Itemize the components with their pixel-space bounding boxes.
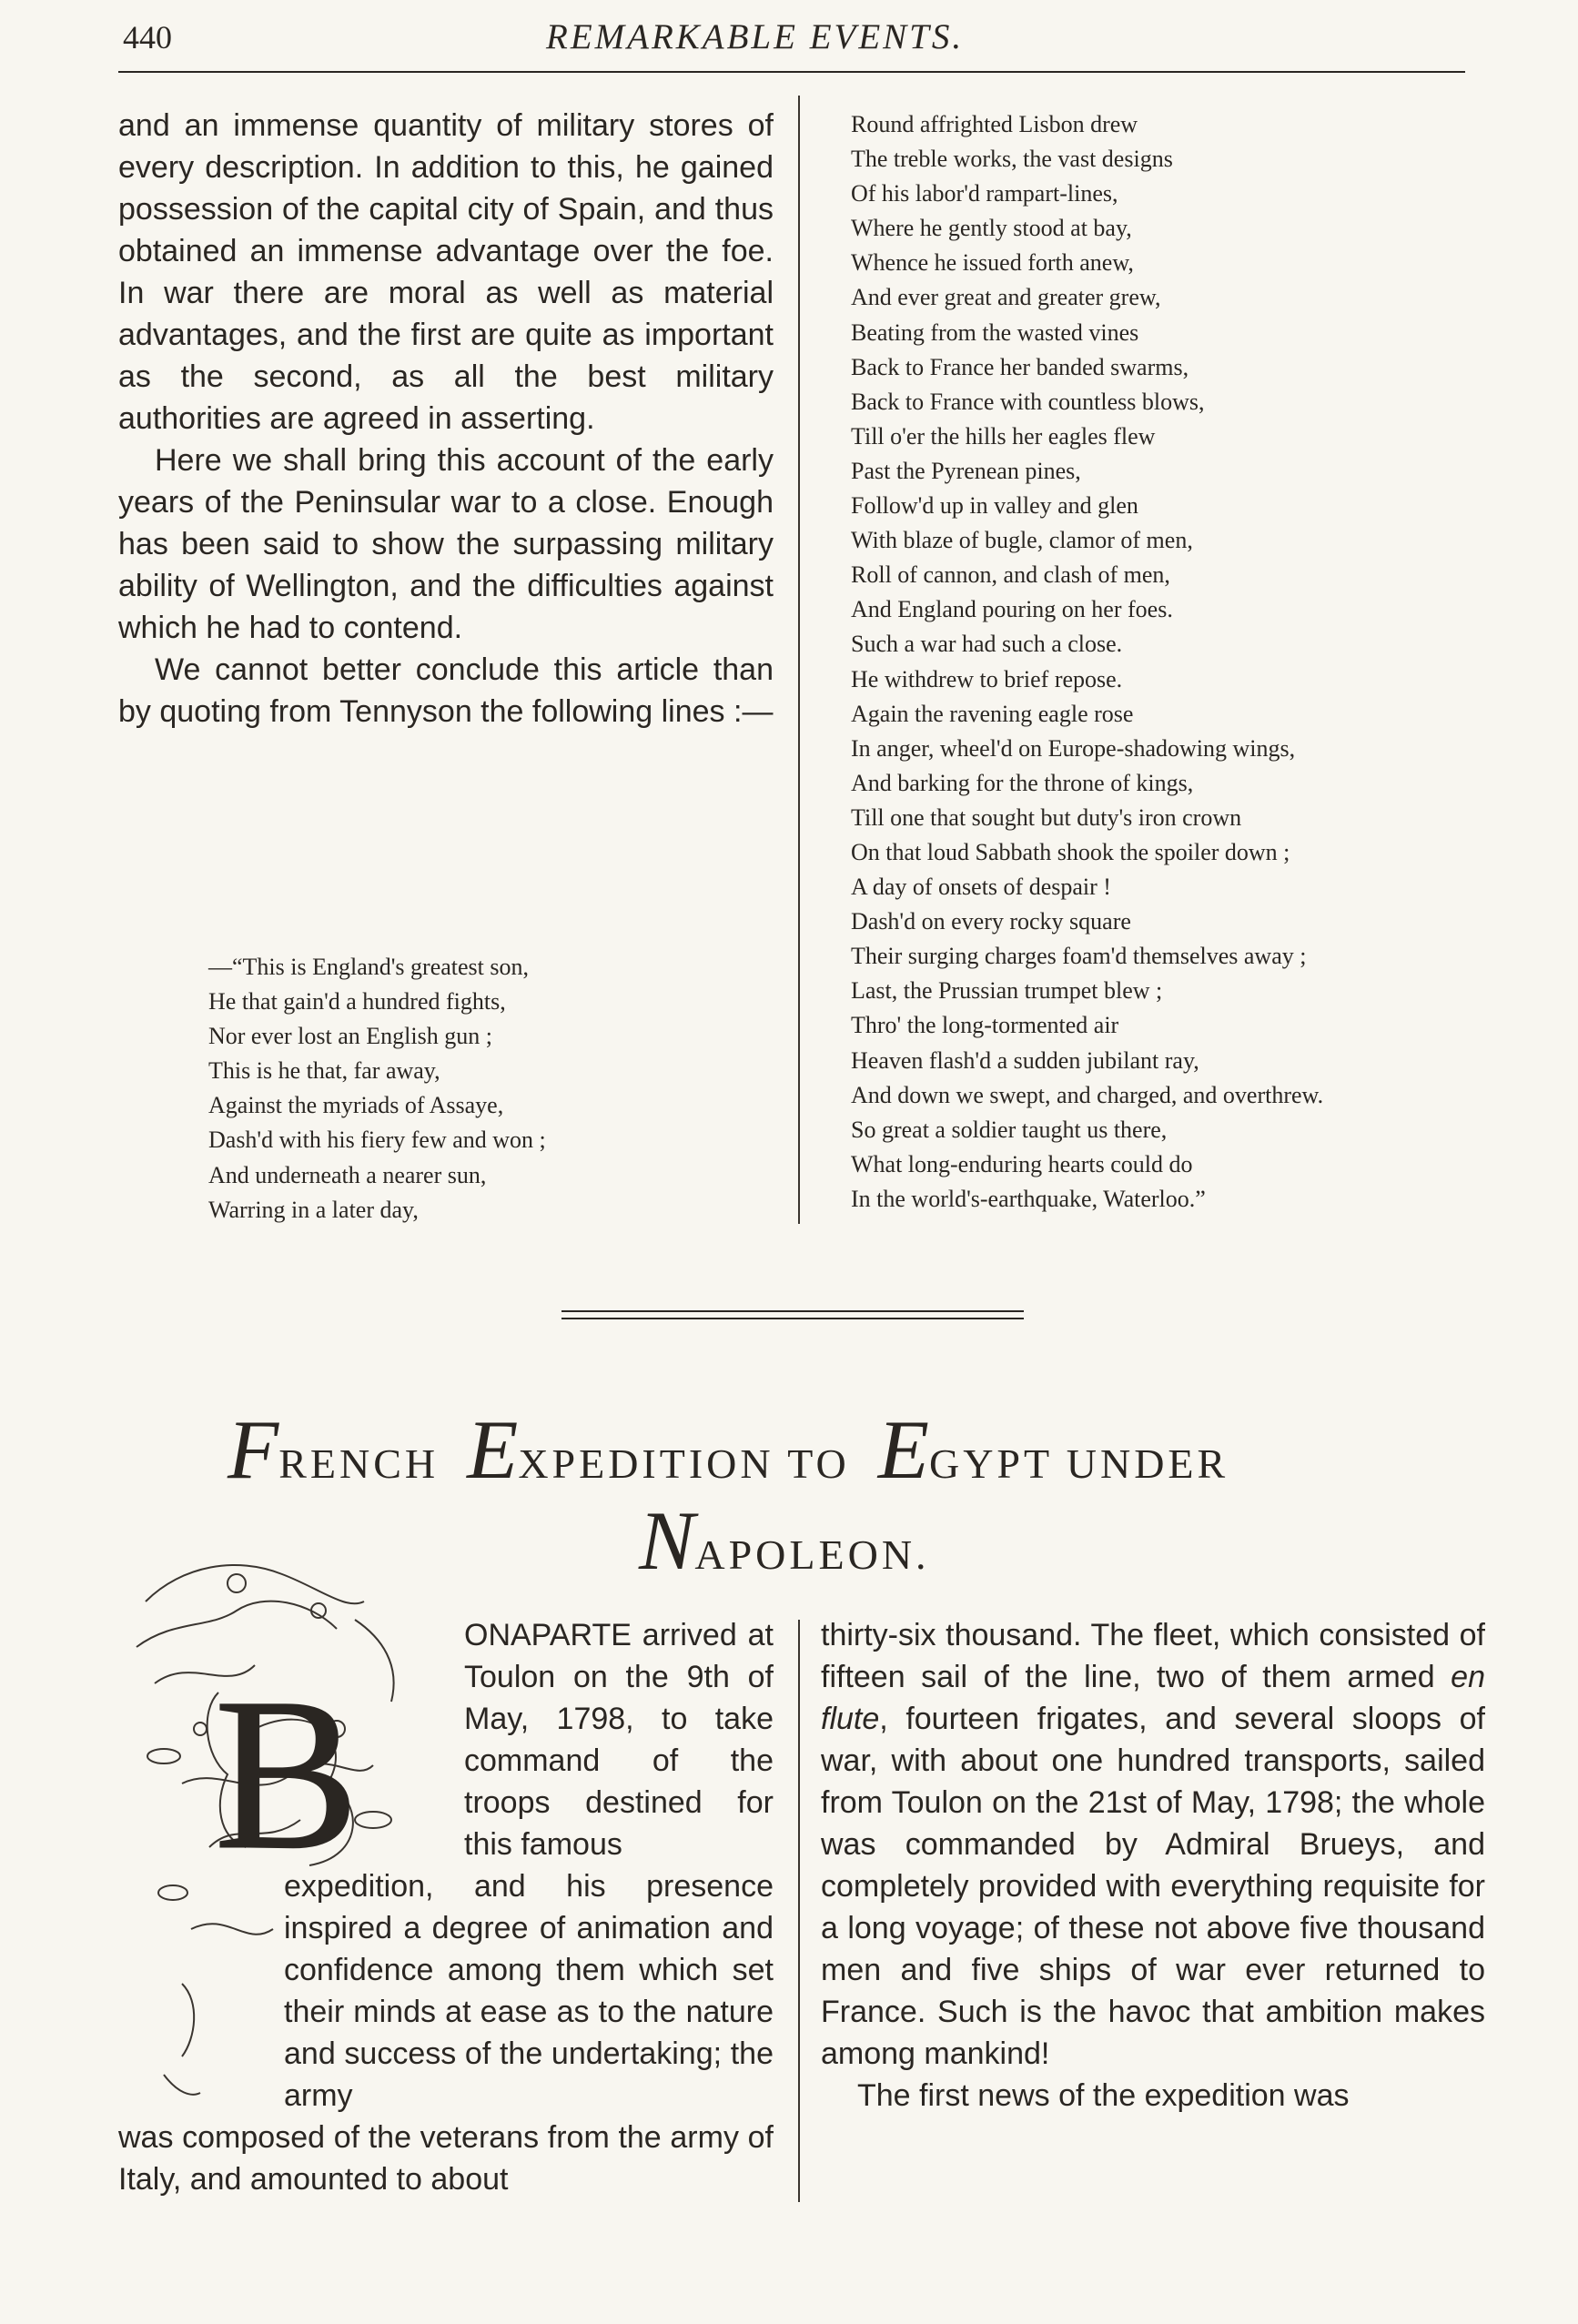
verse-line: Roll of cannon, and clash of men, — [851, 561, 1170, 589]
article-left-block-3 — [118, 2117, 774, 2200]
paragraph: expedition, and his presence inspired a degree of animation and confidence among them which set their minds at ease as to the nature and success of the undertaking; the army — [284, 1869, 774, 2113]
verse-line: And England pouring on her foes. — [851, 596, 1173, 623]
page-number: 440 — [123, 19, 172, 56]
verse-line: And ever great and greater grew, — [851, 284, 1161, 311]
verse-line: Till one that sought but duty's iron crown — [851, 803, 1242, 831]
text-run: thirty-six thousand. The fleet, which consisted of fifteen sail of the line, two of them armed — [821, 1618, 1485, 1694]
verse-line: In the world's-earthquake, Waterloo.” — [851, 1185, 1206, 1212]
paragraph: ONAPARTE arrived at Toulon on the 9th of May, 1798, to take command of the troops destined for this famous — [464, 1618, 774, 1862]
verse-line: Heaven flash'd a sudden jubilant ray, — [851, 1046, 1199, 1074]
paragraph: The first news of the expedition was — [857, 2078, 1350, 2113]
verse-line: Back to France her banded swarms, — [851, 353, 1189, 380]
title-word: GYPT UNDER — [928, 1440, 1229, 1487]
verse-line: This is he that, far away, — [208, 1057, 440, 1085]
verse-line: Follow'd up in valley and glen — [851, 492, 1138, 520]
text-run: , fourteen frigates, and several sloops of war, with about one hundred transports, sailed from Toulon on the 21st of May, 1798; the whole was commanded by Admiral Brueys, and completely provided with everything requisite for a long voyage; of these not above five thousand men and five ships of war ever returned to France. Such is the havoc that ambition makes among mankind! — [821, 1702, 1485, 2071]
drop-cap-letter: B — [214, 1652, 360, 1895]
verse-line: Of his labor'd rampart-lines, — [851, 180, 1118, 207]
verse-right — [851, 107, 1323, 1217]
article-title-line-1 — [228, 1401, 1229, 1498]
article-left-block-1 — [464, 1614, 774, 1865]
paragraph: was composed of the veterans from the army of Italy, and amounted to about — [118, 2120, 774, 2197]
verse-line: On that loud Sabbath shook the spoiler down ; — [851, 838, 1290, 865]
paragraph: We cannot better conclude this article than by quoting from Tennyson the following lines :— — [118, 652, 774, 729]
section-rule — [561, 1318, 1024, 1319]
verse-line: He withdrew to brief repose. — [851, 665, 1123, 692]
verse-line: Dash'd on every rocky square — [851, 908, 1131, 935]
verse-line: Back to France with countless blows, — [851, 388, 1205, 415]
verse-line: —“This is England's greatest son, — [208, 954, 530, 980]
verse-line: Round affrighted Lisbon drew — [851, 111, 1138, 137]
column-divider-bottom — [798, 1620, 800, 2202]
verse-line: And down we swept, and charged, and overthrew. — [851, 1081, 1324, 1108]
verse-line: Past the Pyrenean pines, — [851, 457, 1081, 484]
title-initial: F — [228, 1403, 279, 1496]
verse-line: Beating from the wasted vines — [851, 318, 1139, 346]
article-left-block-2 — [284, 1865, 774, 2117]
title-word: XPEDITION TO — [518, 1440, 850, 1487]
verse-line: And underneath a nearer sun, — [208, 1161, 487, 1188]
verse-line: With blaze of bugle, clamor of men, — [851, 527, 1193, 554]
verse-line: Till o'er the hills her eagles flew — [851, 422, 1156, 450]
verse-line: What long-enduring hearts could do — [851, 1150, 1193, 1177]
article-title-line-2 — [639, 1492, 930, 1589]
article-right-column — [821, 1614, 1485, 2117]
verse-left — [208, 950, 546, 1228]
verse-line: Last, the Prussian trumpet blew ; — [851, 977, 1163, 1005]
paragraph: Here we shall bring this account of the early years of the Peninsular war to a close. Enough has been said to show the surpassing military ability of Wellington, and the difficulties against which he had to contend. — [118, 443, 774, 645]
verse-line: Nor ever lost an English gun ; — [208, 1023, 492, 1050]
verse-line: A day of onsets of despair ! — [851, 874, 1111, 901]
verse-line: Dash'd with his fiery few and won ; — [208, 1127, 546, 1154]
verse-line: Where he gently stood at bay, — [851, 215, 1132, 242]
verse-line: And barking for the throne of kings, — [851, 769, 1194, 796]
verse-line: So great a soldier taught us there, — [851, 1116, 1168, 1143]
running-title: REMARKABLE EVENTS. — [546, 17, 965, 56]
verse-line: Whence he issued forth anew, — [851, 249, 1134, 277]
title-initial: E — [877, 1403, 929, 1496]
italic-phrase: en flute — [821, 1660, 1485, 1736]
verse-line: Warring in a later day, — [208, 1196, 419, 1223]
header-rule — [118, 71, 1465, 73]
title-word: RENCH — [278, 1440, 440, 1487]
paragraph: and an immense quantity of military stores of every description. In addition to this, he gained possession of the capital city of Spain, and thus obtained an immense advantage over the foe. In war there are moral as well as material advantages, and the first are quite as important as the second, as all the best military authorities are agreed in asserting. — [118, 108, 774, 436]
title-initial: N — [639, 1494, 695, 1587]
paragraph — [821, 1614, 1485, 2075]
verse-line: Against the myriads of Assaye, — [208, 1092, 504, 1119]
verse-line: Their surging charges foam'd themselves away ; — [851, 943, 1307, 970]
verse-line: Again the ravening eagle rose — [851, 700, 1134, 727]
verse-line: In anger, wheel'd on Europe-shadowing wings, — [851, 734, 1296, 762]
title-initial: E — [467, 1403, 519, 1496]
verse-line: The treble works, the vast designs — [851, 146, 1173, 173]
title-word: APOLEON. — [694, 1531, 930, 1578]
verse-line: Such a war had such a close. — [851, 631, 1123, 658]
section-rule — [561, 1310, 1024, 1312]
top-left-prose — [118, 105, 774, 733]
verse-line: Thro' the long-tormented air — [851, 1012, 1119, 1039]
column-divider-top — [798, 96, 800, 1224]
verse-line: He that gain'd a hundred fights, — [208, 988, 506, 1015]
